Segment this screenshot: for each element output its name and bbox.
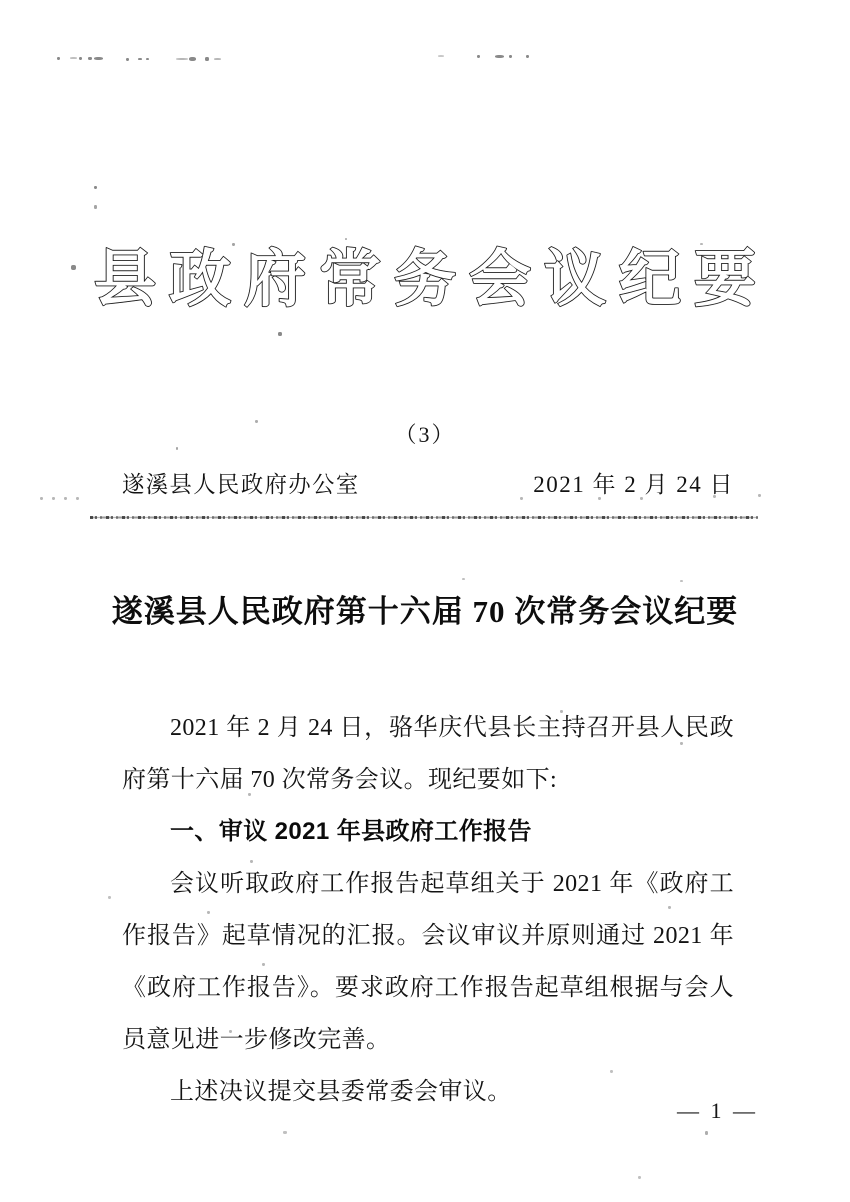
body-paragraph-1: 2021 年 2 月 24 日，骆华庆代县长主持召开县人民政府第十六届 70 次常务会议。现纪要如下: xyxy=(122,715,734,793)
body-paragraph-3: 上述决议提交县委常委会审议。 xyxy=(170,1079,512,1105)
issue-number: （3） xyxy=(394,422,456,447)
body-heading-1: 一、审议 2021 年县政府工作报告 xyxy=(170,818,532,845)
issue-date: 2021 年 2 月 24 日 xyxy=(533,472,734,497)
document-body xyxy=(122,702,734,1118)
issuing-office: 遂溪县人民政府办公室 xyxy=(122,472,360,497)
document-title: 遂溪县人民政府第十六届 70 次常务会议纪要 xyxy=(111,594,739,629)
body-paragraph-2: 会议听取政府工作报告起草组关于 2021 年《政府工作报告》起草情况的汇报。会议审议并原则通过 2021 年《政府工作报告》。要求政府工作报告起草组根据与会人员意见进一步修改完善。 xyxy=(122,871,734,1053)
page-number: — 1 — xyxy=(677,1098,758,1123)
masthead xyxy=(0,248,850,313)
issuer-date-row xyxy=(122,466,734,499)
header-separator-rule xyxy=(90,516,758,519)
masthead-title: 县政府常务会议纪要 xyxy=(93,246,769,314)
